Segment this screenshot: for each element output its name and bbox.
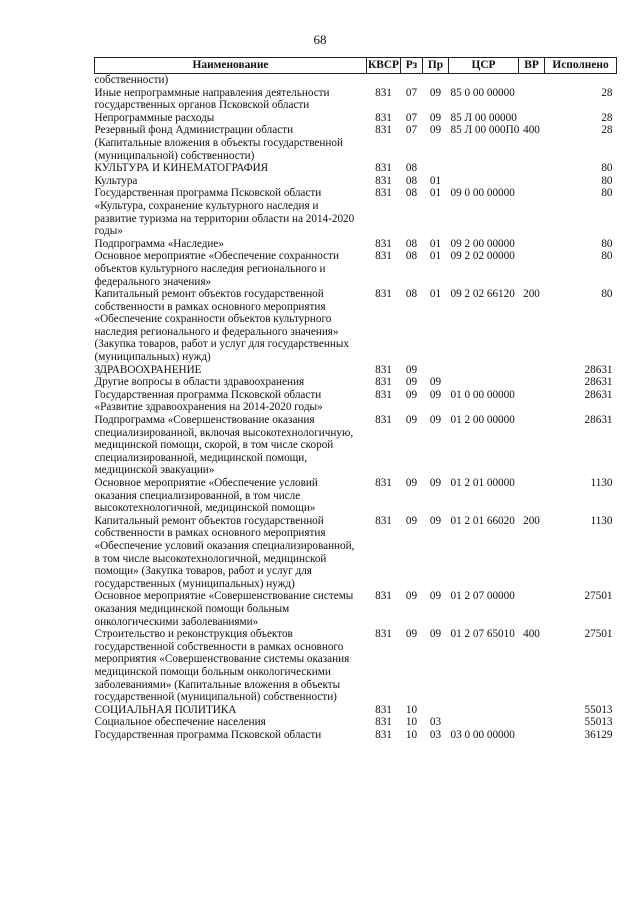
cell-rz: 09 — [405, 590, 418, 603]
cell-rz: 09 — [405, 376, 418, 389]
cell-rz: 10 — [405, 728, 418, 741]
cell-csr: 85 Л 00 000П0 — [450, 124, 520, 137]
cell-kvsr: 831 — [375, 162, 392, 175]
cell-name: Культура — [94, 174, 138, 187]
cell-pr: 09 — [429, 414, 442, 427]
cell-name: Государственная программа Псковской области — [94, 728, 322, 741]
cell-vr — [519, 704, 545, 717]
cell-pr: 09 — [429, 376, 442, 389]
header-done: Исполнено — [545, 58, 617, 74]
table-row — [95, 112, 617, 125]
table-row — [95, 364, 617, 377]
cell-name: Социальное обеспечение населения — [94, 716, 266, 729]
cell-done: 55013 — [584, 716, 613, 729]
table-row — [95, 414, 617, 477]
cell-rz: 10 — [405, 703, 418, 716]
cell-kvsr: 831 — [375, 514, 392, 527]
cell-vr — [519, 74, 545, 87]
cell-pr: 09 — [429, 477, 442, 489]
cell-done: 80 — [601, 162, 613, 175]
cell-csr: 09 0 00 00000 — [450, 187, 515, 200]
table-row — [95, 87, 617, 112]
cell-vr — [519, 238, 545, 251]
cell-name: Иные непрограммные направления деятельности государственных органов Псковской области — [94, 86, 330, 112]
cell-done: 55013 — [584, 703, 613, 716]
cell-vr: 400 — [523, 628, 540, 641]
cell-rz: 09 — [405, 388, 418, 401]
cell-kvsr: 831 — [375, 187, 392, 200]
table-row — [95, 590, 617, 628]
cell-kvsr: 831 — [375, 174, 392, 187]
cell-vr — [519, 364, 545, 377]
cell-pr: 03 — [429, 728, 442, 741]
cell-rz: 10 — [405, 716, 418, 729]
cell-pr: 09 — [429, 514, 442, 527]
page-number: 68 — [313, 32, 327, 47]
cell-pr — [423, 74, 449, 87]
cell-vr — [519, 376, 545, 389]
cell-kvsr: 831 — [375, 728, 392, 741]
cell-csr — [449, 364, 519, 377]
cell-name: Основное мероприятие «Обеспечение условий оказания специализированной, в том числе высокотехнологичной, медицинской помощи» — [94, 477, 318, 515]
cell-name: Другие вопросы в области здравоохранения — [94, 376, 305, 389]
cell-kvsr: 831 — [375, 124, 392, 137]
cell-pr: 09 — [429, 590, 442, 603]
cell-done: 28631 — [584, 376, 613, 389]
cell-name: Государственная программа Псковской области «Культура, сохранение культурного наследия и развитие туризма на территории области на 2014-2020 годы» — [94, 187, 355, 238]
cell-rz: 09 — [405, 363, 418, 376]
cell-kvsr: 831 — [375, 628, 392, 641]
cell-pr: 01 — [429, 250, 442, 263]
cell-kvsr: 831 — [375, 363, 392, 376]
cell-kvsr: 831 — [375, 388, 392, 401]
cell-kvsr: 831 — [375, 477, 392, 489]
header-pr: Пр — [423, 58, 449, 74]
cell-pr: 03 — [429, 716, 442, 729]
cell-kvsr: 831 — [375, 250, 392, 263]
cell-pr: 09 — [429, 628, 442, 641]
cell-done: 27501 — [584, 628, 613, 641]
cell-rz: 09 — [405, 514, 418, 527]
cell-csr: 03 0 00 00000 — [450, 728, 515, 741]
cell-rz: 08 — [405, 162, 418, 175]
cell-done: 28 — [601, 86, 613, 99]
cell-done: 1130 — [590, 514, 613, 527]
cell-done: 28 — [601, 111, 613, 124]
header-rz: Рз — [401, 58, 423, 74]
cell-rz: 08 — [405, 288, 418, 301]
budget-execution-table — [94, 57, 617, 741]
cell-csr: 85 0 00 00000 — [450, 86, 515, 99]
cell-rz: 09 — [405, 628, 418, 641]
cell-done: 28631 — [584, 414, 613, 427]
table-row — [95, 288, 617, 364]
cell-done: 28631 — [584, 388, 613, 401]
cell-vr — [519, 477, 545, 515]
cell-vr — [519, 250, 545, 288]
cell-csr — [449, 162, 519, 175]
cell-pr: 01 — [429, 237, 442, 250]
cell-done: 28631 — [584, 363, 613, 376]
cell-vr: 200 — [523, 514, 540, 527]
cell-pr: 09 — [429, 124, 442, 137]
cell-kvsr: 831 — [375, 703, 392, 716]
table-body — [95, 74, 617, 742]
header-vr: ВР — [519, 58, 545, 74]
table-row — [95, 250, 617, 288]
table-row — [95, 729, 617, 742]
cell-name: СОЦИАЛЬНАЯ ПОЛИТИКА — [94, 703, 237, 716]
cell-name: собственности) — [94, 74, 169, 86]
cell-pr — [423, 364, 449, 377]
cell-pr: 09 — [429, 86, 442, 99]
cell-name: Резервный фонд Администрации области (Капитальные вложения в объекты государственной (муниципальной) собственности) — [94, 124, 343, 162]
table-row — [95, 175, 617, 188]
cell-kvsr — [367, 74, 401, 87]
cell-name: Капитальный ремонт объектов государственной собственности в рамках основного мероприятия «Обеспечение сохранности объектов культурного наследия регионального и федерального значения» (Закупка товаров, работ и услуг для государственных (муниципальных) нужд) — [94, 288, 349, 364]
cell-pr — [423, 162, 449, 175]
table-row — [95, 716, 617, 729]
table-row — [95, 162, 617, 175]
cell-pr: 01 — [429, 187, 442, 200]
cell-kvsr: 831 — [375, 590, 392, 603]
cell-name: Основное мероприятие «Обеспечение сохранности объектов культурного наследия регионального и федерального значения» — [94, 250, 340, 288]
cell-kvsr: 831 — [375, 288, 392, 301]
cell-kvsr: 831 — [375, 111, 392, 124]
cell-rz: 08 — [405, 187, 418, 200]
cell-csr: 01 2 01 00000 — [450, 477, 515, 489]
cell-name: КУЛЬТУРА И КИНЕМАТОГРАФИЯ — [94, 162, 269, 175]
cell-pr — [423, 704, 449, 717]
cell-kvsr: 831 — [375, 86, 392, 99]
table-row — [95, 238, 617, 251]
cell-done: 80 — [601, 288, 613, 301]
table-row — [95, 376, 617, 389]
cell-rz: 08 — [405, 250, 418, 263]
cell-csr — [449, 716, 519, 729]
cell-rz: 07 — [405, 86, 418, 99]
cell-csr — [449, 74, 519, 87]
cell-done: 28 — [601, 124, 613, 137]
cell-rz: 09 — [405, 414, 418, 427]
cell-vr — [519, 590, 545, 628]
header-name: Наименование — [95, 58, 367, 74]
cell-name: ЗДРАВООХРАНЕНИЕ — [94, 363, 202, 376]
table-row — [95, 704, 617, 717]
cell-done: 1130 — [590, 477, 613, 489]
cell-csr: 01 2 07 00000 — [450, 590, 515, 603]
cell-vr — [519, 729, 545, 742]
table-row — [95, 74, 617, 87]
cell-csr: 01 2 07 65010 — [450, 628, 515, 641]
cell-kvsr: 831 — [375, 716, 392, 729]
cell-pr: 01 — [429, 288, 442, 301]
cell-vr — [519, 187, 545, 237]
cell-name: Подпрограмма «Наследие» — [94, 237, 224, 250]
cell-kvsr: 831 — [375, 237, 392, 250]
cell-rz: 08 — [405, 174, 418, 187]
cell-vr — [519, 389, 545, 414]
cell-name: Непрограммные расходы — [94, 111, 215, 124]
table-row — [95, 477, 617, 515]
table-row — [95, 124, 617, 162]
table-row — [95, 187, 617, 237]
cell-vr — [519, 414, 545, 477]
cell-vr: 400 — [523, 124, 540, 137]
cell-rz: 08 — [405, 237, 418, 250]
cell-name: Государственная программа Псковской области «Развитие здравоохранения на 2014-2020 годы» — [94, 388, 323, 414]
cell-csr: 01 0 00 00000 — [450, 388, 515, 401]
cell-done: 36129 — [584, 728, 613, 741]
cell-vr: 200 — [523, 288, 540, 301]
cell-vr — [519, 87, 545, 112]
cell-csr — [449, 175, 519, 188]
cell-csr — [449, 704, 519, 717]
cell-pr: 09 — [429, 388, 442, 401]
cell-done: 80 — [601, 250, 613, 263]
table-row — [95, 515, 617, 591]
cell-name: Подпрограмма «Совершенствование оказания специализированной, включая высокотехнологичную, медицинской помощи, скорой, в том числе скорой специализированной, медицинской помощи, медицинской эвакуации» — [94, 414, 354, 477]
cell-csr: 09 2 02 00000 — [450, 250, 515, 263]
cell-kvsr: 831 — [375, 414, 392, 427]
cell-name: Строительство и реконструкция объектов государственной собственности в рамках основного мероприятия «Совершенствование системы оказания медицинской помощи больным онкологическими заболеваниями» (Капитальные вложения в объекты государственной (муниципальной) собственности) — [94, 628, 350, 704]
table-row — [95, 628, 617, 704]
cell-pr: 09 — [429, 111, 442, 124]
cell-vr — [519, 162, 545, 175]
cell-kvsr: 831 — [375, 376, 392, 389]
cell-name: Основное мероприятие «Совершенствование системы оказания медицинской помощи больным онкологическими заболеваниями» — [94, 590, 354, 628]
cell-rz — [401, 74, 423, 87]
cell-done: 80 — [601, 174, 613, 187]
cell-csr: 01 2 00 00000 — [450, 414, 515, 427]
cell-vr — [519, 175, 545, 188]
cell-csr: 09 2 00 00000 — [450, 237, 515, 250]
cell-done: 80 — [601, 237, 613, 250]
header-csr: ЦСР — [449, 58, 519, 74]
cell-done: 27501 — [584, 590, 613, 603]
cell-vr — [519, 716, 545, 729]
cell-rz: 07 — [405, 124, 418, 137]
cell-csr: 09 2 02 66120 — [450, 288, 515, 301]
cell-name: Капитальный ремонт объектов государственной собственности в рамках основного мероприятия «Обеспечение условий оказания специализированной, в том числе высокотехнологичной, медицинской помощи» (Закупка товаров, работ и услуг для государственных (муниципальных) нужд) — [94, 514, 355, 590]
table-row — [95, 389, 617, 414]
table-header-row — [95, 58, 617, 74]
cell-vr — [519, 112, 545, 125]
cell-done: 80 — [601, 187, 613, 200]
cell-rz: 09 — [405, 477, 418, 489]
cell-pr: 01 — [429, 174, 442, 187]
cell-rz: 07 — [405, 111, 418, 124]
header-kvsr: КВСР — [367, 58, 401, 74]
cell-csr: 01 2 01 66020 — [450, 514, 515, 527]
cell-csr — [449, 376, 519, 389]
cell-csr: 85 Л 00 00000 — [450, 111, 517, 124]
cell-done — [545, 74, 617, 87]
